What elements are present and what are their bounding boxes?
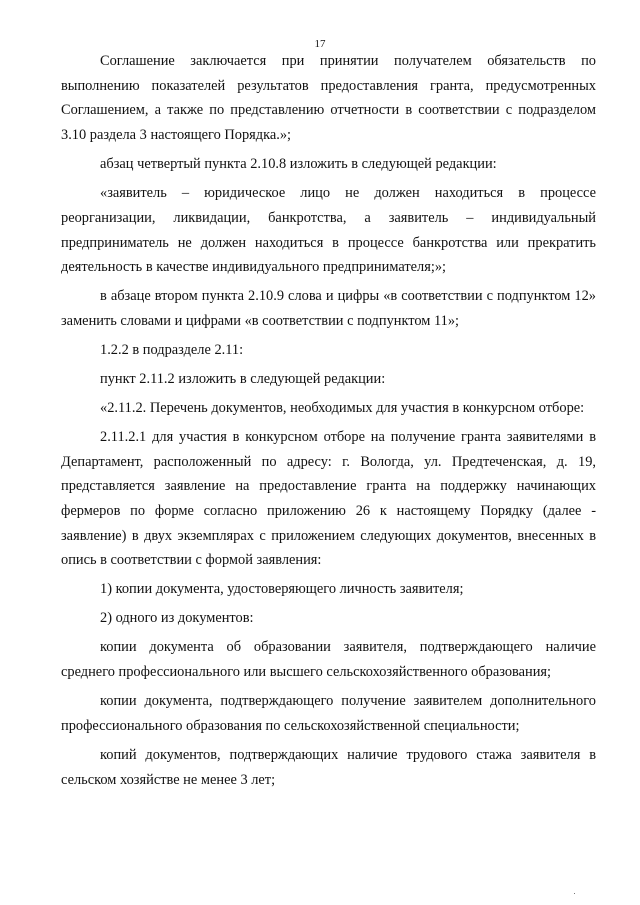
list-item-one-of-documents: 2) одного из документов: bbox=[100, 610, 254, 627]
document-body bbox=[61, 49, 596, 797]
list-item-additional-education-document: копии документа, подтверждающего получение заявителем дополнительного профессионального образования по сельскохозяйственной специальности; bbox=[61, 693, 596, 734]
list-item-identity-document: 1) копии документа, удостоверяющего личность заявителя; bbox=[100, 581, 464, 598]
paragraph-agreement-conclusion: Соглашение заключается при принятии получателем обязательств по выполнению показателей результатов предоставления гранта, предусмотренных Соглашением, а также по представлению отчетности в соответствии с подразделом 3.10 раздела 3 настоящего Порядка.»; bbox=[61, 53, 596, 144]
paragraph-subsection-2-11: 1.2.2 в подразделе 2.11: bbox=[100, 341, 244, 358]
paragraph-amendment-2-10-9: в абзаце втором пункта 2.10.9 слова и цифры «в соответствии с подпунктом 12» заменить словами и цифрами «в соответствии с подпунктом 11»; bbox=[61, 288, 596, 329]
paragraph-application-submission: 2.11.2.1 для участия в конкурсном отборе на получение гранта заявителями в Департамент, расположенный по адресу: г. Вологда, ул. Предтеченская, д. 19, представляется заявление на предоставление гранта на поддержку начинающих фермеров по форме согласно приложению 26 к настоящему Порядку (далее - заявление) в двух экземплярах с приложением следующих документов, внесенных в опись в соответствии с формой заявления: bbox=[61, 428, 596, 569]
paragraph-applicant-requirements: «заявитель – юридическое лицо не должен находиться в процессе реорганизации, ликвидации, банкротства, а заявитель – индивидуальный предприниматель не должен находиться в процессе банкротства или прекратить деятельность в качестве индивидуального предпринимателя;»; bbox=[61, 185, 596, 276]
paragraph-amendment-2-10-8: абзац четвертый пункта 2.10.8 изложить в следующей редакции: bbox=[100, 156, 497, 173]
list-item-work-experience-documents: копий документов, подтверждающих наличие трудового стажа заявителя в сельском хозяйстве не менее 3 лет; bbox=[61, 746, 596, 788]
paragraph-document-list-title: «2.11.2. Перечень документов, необходимых для участия в конкурсном отборе: bbox=[100, 399, 585, 416]
page-number: 17 bbox=[314, 38, 326, 50]
list-item-education-document: копии документа об образовании заявителя, подтверждающего наличие среднего профессионального или высшего сельскохозяйственного образования; bbox=[61, 639, 596, 681]
scan-speck bbox=[574, 893, 575, 894]
paragraph-amendment-2-11-2: пункт 2.11.2 изложить в следующей редакции: bbox=[100, 370, 386, 387]
